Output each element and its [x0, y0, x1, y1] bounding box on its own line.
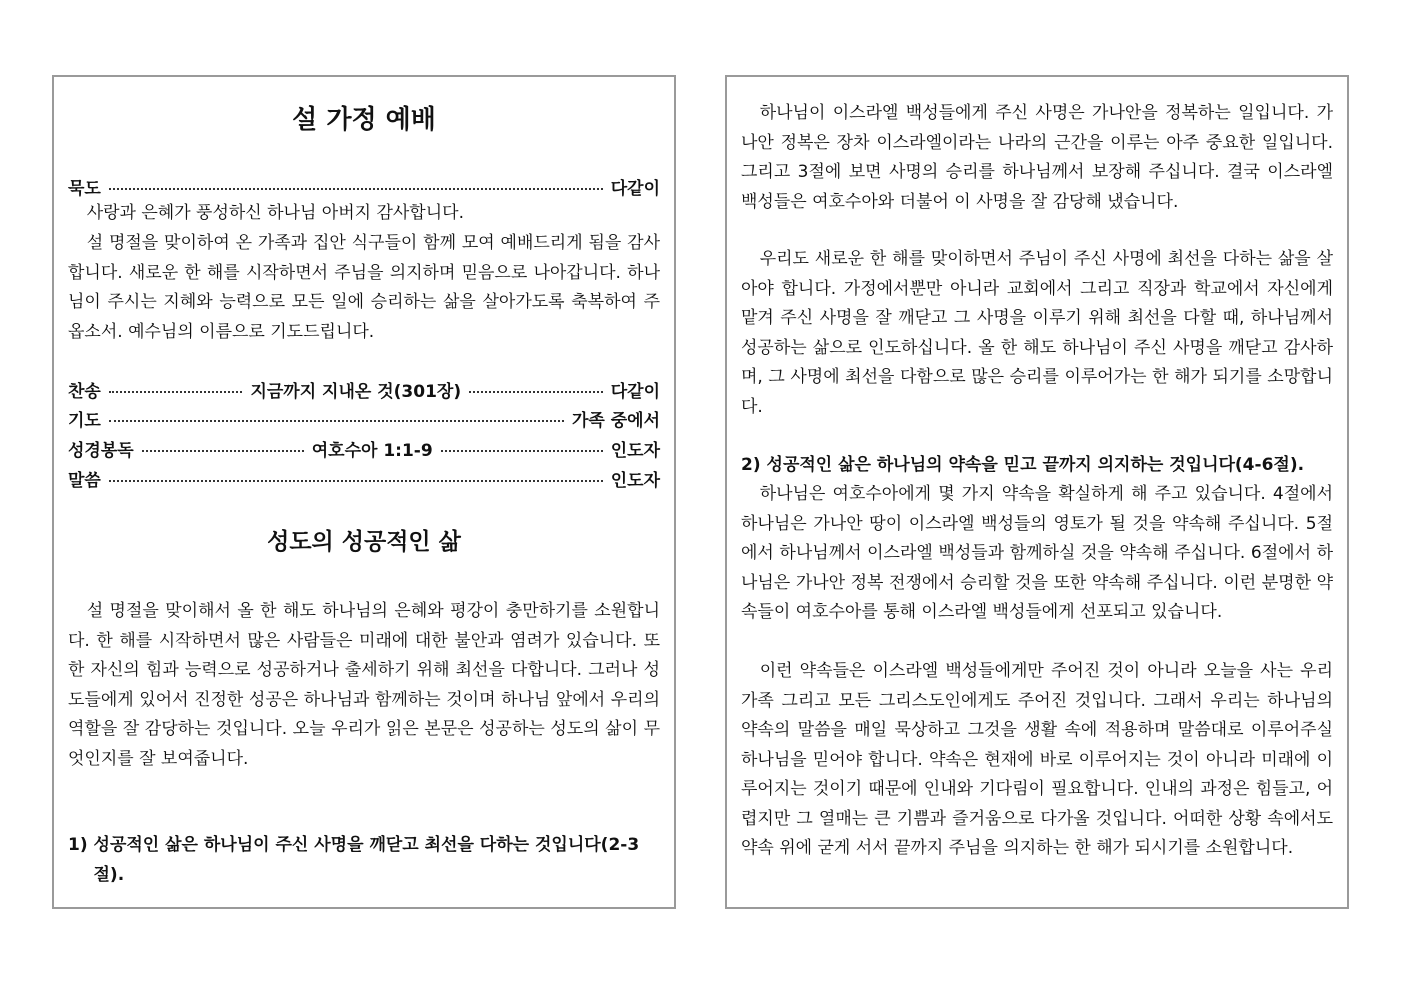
order-row-silent-prayer — [68, 172, 660, 201]
dotted-leader — [441, 450, 603, 452]
left-page — [52, 75, 676, 909]
order-leader: 인도자 — [610, 471, 660, 491]
service-title: 설 가정 예배 — [292, 105, 436, 135]
dotted-leader — [142, 450, 304, 452]
order-leader: 다같이 — [610, 382, 660, 402]
dotted-leader — [109, 420, 564, 422]
dotted-leader — [109, 188, 603, 190]
order-label: 묵도 — [68, 179, 101, 199]
intro-paragraph: 설 명절을 맞이해서 올 한 해도 하나님의 은혜와 평강이 충만하기를 소원합니다. 한 해를 시작하면서 많은 사람들은 미래에 대한 불안과 염려가 있습니다. 또한 자신의 힘과 능력으로 성공하거나 출세하기 위해 최선을 다합니다. 그러나 성도들에게 있어서 진정한 성공은 하나님과 함께하는 것이며 하나님 앞에서 우리의 역할을 잘 감당하는 것입니다. 오늘 우리가 읽은 본문은 성공하는 성도의 삶이 무엇인지를 잘 보여줍니다. — [68, 601, 660, 769]
order-row-prayer — [68, 404, 660, 433]
point-1-heading: 1) 성공적인 삶은 하나님이 주신 사명을 깨닫고 최선을 다하는 것입니다(2-3절). — [68, 835, 640, 885]
point-2-heading: 2) 성공적인 삶은 하나님의 약속을 믿고 끝까지 의지하는 것입니다(4-6절). — [741, 455, 1305, 475]
order-row-scripture — [68, 434, 660, 463]
order-label: 기도 — [68, 411, 101, 431]
dotted-leader — [109, 391, 243, 393]
order-detail: 여호수아 1:1-9 — [311, 441, 433, 461]
prayer-paragraph-2: 설 명절을 맞이하여 온 가족과 집안 식구들이 함께 모여 예배드리게 됨을 감사합니다. 새로운 한 해를 시작하면서 주님을 의지하며 믿음으로 나아갑니다. 하나님이 주시는 지혜와 능력으로 모든 일에 승리하는 삶을 살아가도록 축복하여 주옵소서. 예수님의 이름으로 기도드립니다. — [68, 233, 660, 342]
order-detail: 지금까지 지내온 것(301장) — [250, 382, 462, 402]
sermon-title: 성도의 성공적인 삶 — [267, 529, 461, 555]
body-paragraph-1: 하나님이 이스라엘 백성들에게 주신 사명은 가나안을 정복하는 일입니다. 가나안 정복은 장차 이스라엘이라는 나라의 근간을 이루는 아주 중요한 일입니다. 그리고 3절에 보면 사명의 승리를 하나님께서 보장해 주십니다. 결국 이스라엘 백성들은 여호수아와 더불어 이 사명을 잘 감당해 냈습니다. — [741, 103, 1333, 212]
order-label: 찬송 — [68, 382, 101, 402]
order-leader: 인도자 — [610, 441, 660, 461]
order-label: 말씀 — [68, 471, 101, 491]
prayer-paragraph-1: 사랑과 은혜가 풍성하신 하나님 아버지 감사합니다. — [86, 203, 464, 223]
order-leader: 다같이 — [610, 179, 660, 199]
body-paragraph-3: 하나님은 여호수아에게 몇 가지 약속을 확실하게 해 주고 있습니다. 4절에서 하나님은 가나안 땅이 이스라엘 백성들의 영토가 될 것을 약속해 주십니다. 5절에서 하나님께서 이스라엘 백성들과 함께하실 것을 약속해 주십니다. 6절에서 하나님은 가나안 정복 전쟁에서 승리할 것을 또한 약속해 주십니다. 이런 분명한 약속들이 여호수아를 통해 이스라엘 백성들에게 선포되고 있습니다. — [741, 484, 1333, 622]
order-leader: 가족 중에서 — [571, 411, 660, 431]
dotted-leader — [469, 391, 603, 393]
order-row-hymn — [68, 375, 660, 404]
order-row-sermon — [68, 464, 660, 493]
order-label: 성경봉독 — [68, 441, 134, 461]
dotted-leader — [109, 480, 603, 482]
body-paragraph-2: 우리도 새로운 한 해를 맞이하면서 주님이 주신 사명에 최선을 다하는 삶을 살아야 합니다. 가정에서뿐만 아니라 교회에서 그리고 직장과 학교에서 자신에게 맡겨 주신 사명을 잘 깨닫고 그 사명을 이루기 위해 최선을 다할 때, 하나님께서 성공하는 삶으로 인도하십니다. 올 한 해도 하나님이 주신 사명을 깨닫고 감사하며, 그 사명에 최선을 다함으로 많은 승리를 이루어가는 한 해가 되기를 소망합니다. — [741, 249, 1333, 417]
right-page — [725, 75, 1349, 909]
body-paragraph-4: 이런 약속들은 이스라엘 백성들에게만 주어진 것이 아니라 오늘을 사는 우리 가족 그리고 모든 그리스도인에게도 주어진 것입니다. 그래서 우리는 하나님의 약속의 말씀을 매일 묵상하고 그것을 생활 속에 적용하며 말씀대로 이루어주실 하나님을 믿어야 합니다. 약속은 현재에 바로 이루어지는 것이 아니라 미래에 이루어지는 것이기 때문에 인내와 기다림이 필요합니다. 인내의 과정은 힘들고, 어렵지만 그 열매는 큰 기쁨과 즐거움으로 다가올 것입니다. 어떠한 상황 속에서도 약속 위에 굳게 서서 끝까지 주님을 의지하는 한 해가 되시기를 소원합니다. — [741, 661, 1333, 858]
